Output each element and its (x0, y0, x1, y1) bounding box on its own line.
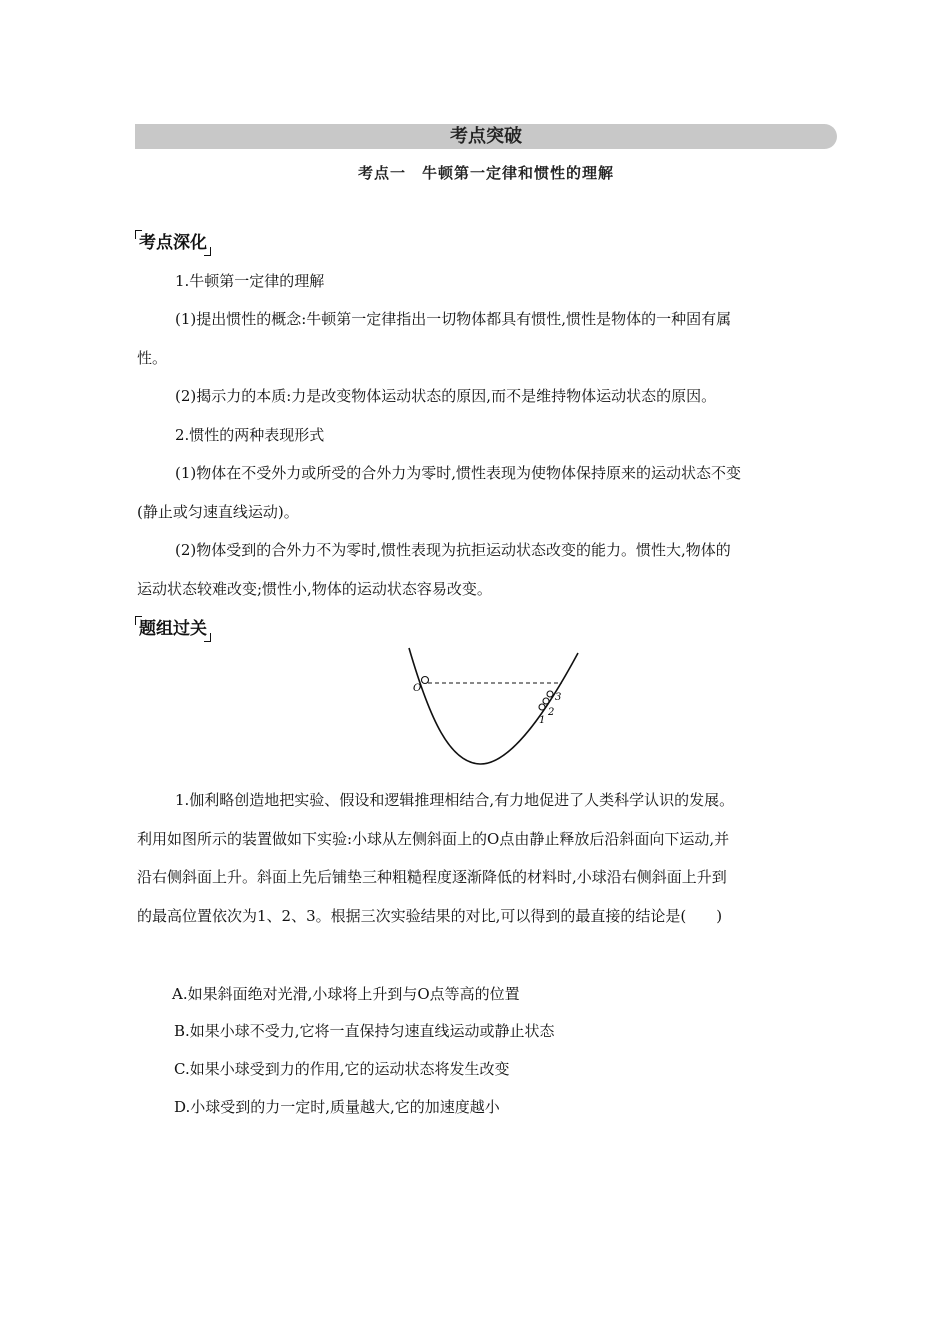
paragraph: 1.牛顿第一定律的理解 (175, 272, 325, 290)
section-banner: 考点突破 (135, 124, 837, 149)
paragraph: (1)物体在不受外力或所受的合外力为零时,惯性表现为使物体保持原来的运动状态不变 (175, 464, 742, 482)
paragraph: 运动状态较难改变;惯性小,物体的运动状态容易改变。 (137, 580, 492, 598)
ball-1 (539, 704, 545, 710)
section-tag-exercises: 题组过关 (135, 618, 211, 640)
paragraph: 2.惯性的两种表现形式 (175, 426, 325, 444)
question-text: 1.伽利略创造地把实验、假设和逻辑推理相结合,有力地促进了人类科学认识的发展。 (175, 791, 735, 809)
topic-title: 考点一 牛顿第一定律和惯性的理解 (357, 164, 614, 182)
ball-o (422, 677, 429, 684)
paragraph: 性。 (137, 349, 168, 367)
incline-diagram (400, 645, 590, 770)
paragraph: (1)提出惯性的概念:牛顿第一定律指出一切物体都具有惯性,惯性是物体的一种固有属 (175, 310, 732, 328)
paragraph: (2)物体受到的合外力不为零时,惯性表现为抗拒运动状态改变的能力。惯性大,物体的 (175, 541, 731, 559)
section-tag-deepen: 考点深化 (135, 232, 211, 254)
question-text: 沿右侧斜面上升。斜面上先后铺垫三种粗糙程度逐渐降低的材料时,小球沿右侧斜面上升到 (137, 868, 727, 886)
option-b: B.如果小球不受力,它将一直保持匀速直线运动或静止状态 (174, 1022, 555, 1040)
paragraph: (2)揭示力的本质:力是改变物体运动状态的原因,而不是维持物体运动状态的原因。 (175, 387, 717, 405)
question-text: 利用如图所示的装置做如下实验:小球从左侧斜面上的O点由静止释放后沿斜面向下运动,并 (137, 830, 730, 848)
option-c: C.如果小球受到力的作用,它的运动状态将发生改变 (174, 1060, 510, 1078)
option-a: A.如果斜面绝对光滑,小球将上升到与O点等高的位置 (172, 985, 520, 1003)
option-d: D.小球受到的力一定时,质量越大,它的加速度越小 (174, 1098, 500, 1116)
label-3: 3 (555, 692, 562, 703)
paragraph: (静止或匀速直线运动)。 (137, 503, 299, 521)
incline-curve (409, 648, 578, 764)
ball-3 (547, 691, 553, 697)
label-2: 2 (548, 707, 555, 718)
ball-2 (543, 698, 549, 704)
label-o: O (413, 683, 422, 694)
label-1: 1 (539, 715, 546, 726)
question-text: 的最高位置依次为1、2、3。根据三次实验结果的对比,可以得到的最直接的结论是( ) (137, 907, 723, 925)
